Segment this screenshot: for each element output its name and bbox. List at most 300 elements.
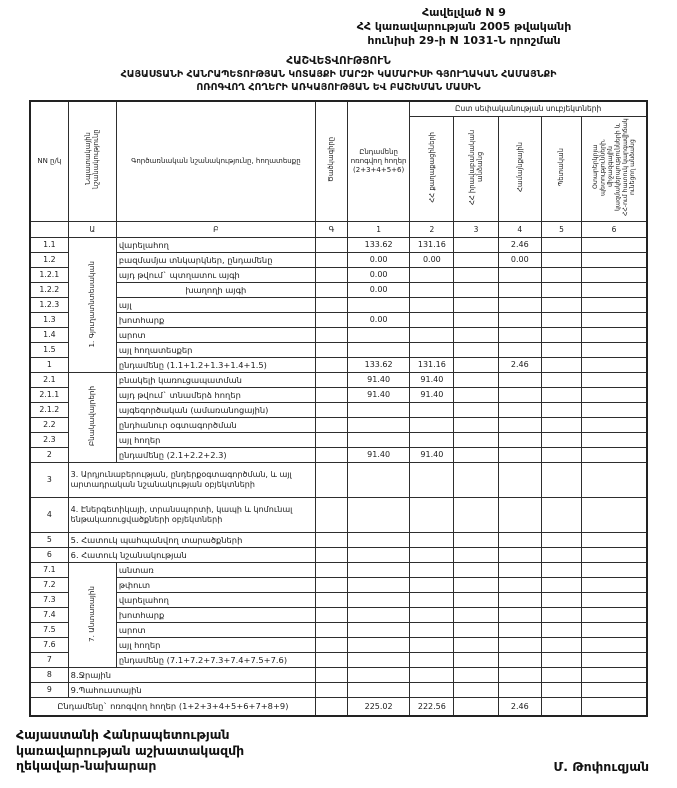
value-cell-col3	[454, 252, 498, 267]
value-cell-col1	[347, 547, 409, 562]
land-name-cell: 3. Արդյունաբերության, ընդերքօգտագործման, և այլ արտադրական նշանակության օբյեկտների	[68, 462, 315, 497]
total-value-col2: 222.56	[410, 697, 454, 716]
value-cell-col5	[541, 607, 581, 622]
code-cell	[315, 697, 347, 716]
value-cell-col6	[582, 432, 647, 447]
row-number-cell: 7.5	[30, 622, 68, 637]
value-cell-col1: 133.62	[347, 237, 409, 252]
row-number-cell: 8	[30, 667, 68, 682]
value-cell-col4	[498, 297, 541, 312]
value-cell-col6	[582, 267, 647, 282]
land-name-cell: անտառ	[116, 562, 315, 577]
value-cell-col1	[347, 342, 409, 357]
value-cell-col5	[541, 667, 581, 682]
col-header-nn: NN ը/կ	[30, 101, 68, 222]
value-cell-col1: 91.40	[347, 372, 409, 387]
row-number-cell: 1.2.3	[30, 297, 68, 312]
table-row-1.2.2	[30, 282, 647, 297]
code-cell	[315, 237, 347, 252]
table-row-9	[30, 682, 647, 697]
value-cell-col1	[347, 297, 409, 312]
col-header-community-label: Համայնքային	[515, 141, 524, 192]
code-cell	[315, 562, 347, 577]
value-cell-col2	[410, 607, 454, 622]
value-cell-col3	[454, 312, 498, 327]
value-cell-col3	[454, 327, 498, 342]
value-cell-col6	[582, 252, 647, 267]
table-row-1.1	[30, 237, 647, 252]
code-cell	[315, 327, 347, 342]
col-header-code	[315, 101, 347, 222]
value-cell-col1	[347, 682, 409, 697]
value-cell-col4	[498, 447, 541, 462]
value-cell-col1	[347, 417, 409, 432]
total-value-col5	[541, 697, 581, 716]
value-cell-col1	[347, 432, 409, 447]
value-cell-col6	[582, 532, 647, 547]
value-cell-col2: 91.40	[410, 447, 454, 462]
code-cell	[315, 267, 347, 282]
land-name-cell: 9.Պահուստային	[68, 682, 315, 697]
value-cell-col2	[410, 592, 454, 607]
value-cell-col6	[582, 547, 647, 562]
value-cell-col2	[410, 652, 454, 667]
table-row-7.5	[30, 622, 647, 637]
value-cell-col3	[454, 282, 498, 297]
irrigated-lands-table	[29, 100, 648, 717]
value-cell-col1: 0.00	[347, 267, 409, 282]
row-number-cell: 7.2	[30, 577, 68, 592]
row-number-cell: 2.1.2	[30, 402, 68, 417]
value-cell-col6	[582, 387, 647, 402]
value-cell-col6	[582, 592, 647, 607]
table-header	[30, 101, 647, 238]
code-cell	[315, 282, 347, 297]
code-cell	[315, 532, 347, 547]
col-header-state	[541, 116, 581, 221]
row-number-cell: 3	[30, 462, 68, 497]
value-cell-col4	[498, 637, 541, 652]
total-value-col1: 225.02	[347, 697, 409, 716]
column-index-0	[30, 221, 68, 237]
value-cell-col6	[582, 577, 647, 592]
value-cell-col6	[582, 497, 647, 532]
code-cell	[315, 497, 347, 532]
col-header-legal-entities	[454, 116, 498, 221]
table-row-2.1	[30, 372, 647, 387]
value-cell-col3	[454, 237, 498, 252]
value-cell-col1	[347, 622, 409, 637]
value-cell-col3	[454, 592, 498, 607]
annex-decree-line2: հունիսի 29-ի N 1031-Ն որոշման	[367, 33, 561, 47]
col-header-function: Գործառնական նշանակությունը, հողատեսքը	[116, 101, 315, 222]
value-cell-col4	[498, 667, 541, 682]
row-number-cell: 1	[30, 357, 68, 372]
value-cell-col2	[410, 562, 454, 577]
value-cell-col6	[582, 357, 647, 372]
value-cell-col5	[541, 297, 581, 312]
code-cell	[315, 622, 347, 637]
value-cell-col5	[541, 497, 581, 532]
row-number-cell: 1.5	[30, 342, 68, 357]
col-header-community	[498, 116, 541, 221]
value-cell-col5	[541, 237, 581, 252]
land-name-cell: այլ հողատեսքեր	[116, 342, 315, 357]
row-number-cell: 5	[30, 532, 68, 547]
value-cell-col5	[541, 637, 581, 652]
column-index-row	[30, 221, 647, 237]
value-cell-col2	[410, 327, 454, 342]
table-row-7.6	[30, 637, 647, 652]
code-cell	[315, 577, 347, 592]
value-cell-col4: 0.00	[498, 252, 541, 267]
value-cell-col5	[541, 447, 581, 462]
value-cell-col5	[541, 267, 581, 282]
value-cell-col4	[498, 312, 541, 327]
value-cell-col6	[582, 342, 647, 357]
value-cell-col1	[347, 652, 409, 667]
land-name-cell: ընդհանուր օգտագործման	[116, 417, 315, 432]
annex-decree-line1: ՀՀ կառավարության 2005 թվականի	[356, 19, 572, 33]
row-number-cell: 7.3	[30, 592, 68, 607]
document-title-block	[0, 55, 677, 94]
row-number-cell: 9	[30, 682, 68, 697]
row-number-cell: 1.4	[30, 327, 68, 342]
value-cell-col3	[454, 297, 498, 312]
value-cell-col5	[541, 282, 581, 297]
col-header-state-label: Պետական	[557, 147, 566, 187]
value-cell-col4	[498, 532, 541, 547]
code-cell	[315, 387, 347, 402]
value-cell-col5	[541, 547, 581, 562]
value-cell-col4	[498, 402, 541, 417]
row-number-cell: 2.3	[30, 432, 68, 447]
value-cell-col1	[347, 607, 409, 622]
column-index-8: 5	[541, 221, 581, 237]
row-number-cell: 2	[30, 447, 68, 462]
value-cell-col5	[541, 432, 581, 447]
table-row-3	[30, 462, 647, 497]
value-cell-col2	[410, 547, 454, 562]
value-cell-col6	[582, 622, 647, 637]
value-cell-col5	[541, 682, 581, 697]
value-cell-col1: 0.00	[347, 252, 409, 267]
value-cell-col2	[410, 577, 454, 592]
value-cell-col3	[454, 387, 498, 402]
table-row-1.4	[30, 327, 647, 342]
column-index-7: 4	[498, 221, 541, 237]
value-cell-col3	[454, 637, 498, 652]
table-row-1.2.1	[30, 267, 647, 282]
row-number-cell: 7.4	[30, 607, 68, 622]
value-cell-col3	[454, 532, 498, 547]
row-number-cell: 1.2	[30, 252, 68, 267]
table-row-2	[30, 447, 647, 462]
col-group-ownership: Ըստ սեփականության սուբյեկտների	[410, 101, 647, 117]
value-cell-col6	[582, 417, 647, 432]
table-total-row	[30, 697, 647, 716]
table-row-4	[30, 497, 647, 532]
col-header-purpose	[68, 101, 116, 222]
value-cell-col4	[498, 547, 541, 562]
section-purpose-label: 7. Անտառային	[86, 585, 96, 642]
value-cell-col4	[498, 387, 541, 402]
value-cell-col2	[410, 622, 454, 637]
title-community-line: ՀԱՅԱՍՏԱՆԻ ՀԱՆՐԱՊԵՏՈՒԹՅԱՆ ԿՈՏԱՅՔԻ ՄԱՐԶԻ ԿԱՄԱՐԻՍԻ ԳՅՈՒՂԱԿԱՆ ՀԱՄԱՅՆՔԻ	[120, 69, 557, 81]
value-cell-col2	[410, 682, 454, 697]
value-cell-col6	[582, 667, 647, 682]
value-cell-col2	[410, 342, 454, 357]
code-cell	[315, 342, 347, 357]
land-name-cell: խոտհարք	[116, 312, 315, 327]
value-cell-col3	[454, 667, 498, 682]
land-name-cell: 6. Հատուկ նշանակության	[68, 547, 315, 562]
value-cell-col1: 133.62	[347, 357, 409, 372]
value-cell-col3	[454, 432, 498, 447]
title-subject-line: ՈՌՈԳՎՈՂ ՀՈՂԵՐԻ ԱՌԿԱՅՈՒԹՅԱՆ ԵՎ ԲԱՇԽՄԱՆ ՄԱՍԻՆ	[196, 81, 481, 93]
table-row-1.2	[30, 252, 647, 267]
value-cell-col4	[498, 497, 541, 532]
footer	[16, 727, 661, 774]
column-index-1: Ա	[68, 221, 116, 237]
value-cell-col5	[541, 592, 581, 607]
annex-number: Հավելված N 9	[422, 6, 506, 19]
value-cell-col4	[498, 417, 541, 432]
signatory-line2: կառավարության աշխատակազմի	[16, 742, 245, 758]
col-header-foreign	[582, 116, 647, 221]
code-cell	[315, 447, 347, 462]
value-cell-col3	[454, 562, 498, 577]
value-cell-col3	[454, 607, 498, 622]
section-purpose-cell	[68, 237, 116, 372]
land-name-cell: վարելահող	[116, 592, 315, 607]
value-cell-col4: 2.46	[498, 237, 541, 252]
value-cell-col4: 2.46	[498, 357, 541, 372]
value-cell-col5	[541, 342, 581, 357]
value-cell-col5	[541, 532, 581, 547]
row-number-cell: 6	[30, 547, 68, 562]
value-cell-col2	[410, 312, 454, 327]
total-value-col4: 2.46	[498, 697, 541, 716]
value-cell-col1	[347, 577, 409, 592]
code-cell	[315, 357, 347, 372]
value-cell-col1: 91.40	[347, 447, 409, 462]
land-name-cell: ընդամենը (7.1+7.2+7.3+7.4+7.5+7.6)	[116, 652, 315, 667]
value-cell-col1	[347, 327, 409, 342]
land-name-cell: այգեգործական (ամառանոցային)	[116, 402, 315, 417]
value-cell-col6	[582, 447, 647, 462]
table-row-7.4	[30, 607, 647, 622]
value-cell-col3	[454, 547, 498, 562]
table-row-1.5	[30, 342, 647, 357]
col-header-citizens	[410, 116, 454, 221]
value-cell-col6	[582, 312, 647, 327]
value-cell-col4	[498, 562, 541, 577]
value-cell-col6	[582, 682, 647, 697]
row-number-cell: 2.2	[30, 417, 68, 432]
value-cell-col3	[454, 622, 498, 637]
value-cell-col4	[498, 282, 541, 297]
grand-total-label: Ընդամենը` ոռոգվող հողեր (1+2+3+4+5+6+7+8+9)	[30, 697, 315, 716]
value-cell-col6	[582, 637, 647, 652]
col-header-legal-entities-label: ՀՀ իրավաբանական անձանց	[467, 129, 485, 205]
value-cell-col6	[582, 327, 647, 342]
value-cell-col5	[541, 312, 581, 327]
value-cell-col4	[498, 682, 541, 697]
value-cell-col5	[541, 402, 581, 417]
value-cell-col3	[454, 682, 498, 697]
row-number-cell: 2.1.1	[30, 387, 68, 402]
table-body	[30, 237, 647, 716]
total-value-col3	[454, 697, 498, 716]
value-cell-col4	[498, 372, 541, 387]
table-row-1.3	[30, 312, 647, 327]
code-cell	[315, 462, 347, 497]
code-cell	[315, 592, 347, 607]
land-name-cell: այլ հողեր	[116, 637, 315, 652]
value-cell-col3	[454, 357, 498, 372]
row-number-cell: 7.6	[30, 637, 68, 652]
value-cell-col2	[410, 267, 454, 282]
table-row-7	[30, 652, 647, 667]
value-cell-col3	[454, 342, 498, 357]
value-cell-col5	[541, 577, 581, 592]
table-row-6	[30, 547, 647, 562]
table-row-2.2	[30, 417, 647, 432]
value-cell-col6	[582, 562, 647, 577]
land-name-cell: այլ	[116, 297, 315, 312]
value-cell-col2	[410, 462, 454, 497]
signatory-title-block	[16, 727, 244, 774]
section-purpose-label: Բնակավայրերի	[86, 386, 96, 447]
section-purpose-label: 1. Գյուղատնտեսական	[86, 260, 96, 348]
table-row-1.2.3	[30, 297, 647, 312]
value-cell-col2	[410, 667, 454, 682]
value-cell-col3	[454, 402, 498, 417]
code-cell	[315, 547, 347, 562]
row-number-cell: 2.1	[30, 372, 68, 387]
row-number-cell: 4	[30, 497, 68, 532]
table-row-2.1.1	[30, 387, 647, 402]
table-row-2.1.2	[30, 402, 647, 417]
value-cell-col1	[347, 667, 409, 682]
code-cell	[315, 637, 347, 652]
value-cell-col5	[541, 417, 581, 432]
value-cell-col1: 91.40	[347, 387, 409, 402]
code-cell	[315, 667, 347, 682]
value-cell-col6	[582, 297, 647, 312]
column-index-9: 6	[582, 221, 647, 237]
value-cell-col1	[347, 497, 409, 532]
row-number-cell: 1.2.2	[30, 282, 68, 297]
signatory-line1: Հայաստանի Հանրապետության	[16, 726, 230, 742]
land-name-cell: արոտ	[116, 327, 315, 342]
value-cell-col5	[541, 357, 581, 372]
value-cell-col2	[410, 532, 454, 547]
value-cell-col6	[582, 237, 647, 252]
value-cell-col3	[454, 417, 498, 432]
value-cell-col2	[410, 417, 454, 432]
table-row-1	[30, 357, 647, 372]
column-index-2: Բ	[116, 221, 315, 237]
row-number-cell: 1.1	[30, 237, 68, 252]
signatory-line3: ղեկավար-նախարար	[16, 758, 157, 774]
value-cell-col2: 131.16	[410, 237, 454, 252]
report-word: ՀԱՇՎԵՏՎՈՒԹՅՈՒՆ	[286, 55, 391, 68]
col-header-total: Ընդամենը ոռոգվող հողեր (2+3+4+5+6)	[347, 101, 409, 222]
land-name-cell: ընդամենը (1.1+1.2+1.3+1.4+1.5)	[116, 357, 315, 372]
section-purpose-cell	[68, 562, 116, 667]
land-name-cell: խոտհարք	[116, 607, 315, 622]
col-header-purpose-label: Նպատակային նշանակությունը	[84, 129, 101, 190]
code-cell	[315, 652, 347, 667]
value-cell-col4	[498, 592, 541, 607]
value-cell-col5	[541, 652, 581, 667]
row-number-cell: 7.1	[30, 562, 68, 577]
value-cell-col5	[541, 387, 581, 402]
table-row-5	[30, 532, 647, 547]
code-cell	[315, 372, 347, 387]
value-cell-col3	[454, 372, 498, 387]
value-cell-col2	[410, 402, 454, 417]
column-index-3: Գ	[315, 221, 347, 237]
value-cell-col4	[498, 622, 541, 637]
value-cell-col3	[454, 497, 498, 532]
column-index-5: 2	[410, 221, 454, 237]
column-index-6: 3	[454, 221, 498, 237]
land-name-cell: ընդամենը (2.1+2.2+2.3)	[116, 447, 315, 462]
total-value-col6	[582, 697, 647, 716]
value-cell-col4	[498, 342, 541, 357]
land-name-cell: 8.Ջրային	[68, 667, 315, 682]
table-row-2.3	[30, 432, 647, 447]
value-cell-col1	[347, 562, 409, 577]
code-cell	[315, 682, 347, 697]
value-cell-col4	[498, 607, 541, 622]
code-cell	[315, 432, 347, 447]
value-cell-col6	[582, 282, 647, 297]
land-name-cell: թփուտ	[116, 577, 315, 592]
value-cell-col2	[410, 297, 454, 312]
value-cell-col5	[541, 622, 581, 637]
value-cell-col3	[454, 577, 498, 592]
row-number-cell: 7	[30, 652, 68, 667]
land-name-cell: բազմամյա տնկարկներ, ընդամենը	[116, 252, 315, 267]
value-cell-col5	[541, 462, 581, 497]
col-header-code-label: Ծածկագիրը	[327, 136, 336, 182]
land-name-cell: այլ հողեր	[116, 432, 315, 447]
value-cell-col6	[582, 372, 647, 387]
land-name-cell: վարելահող	[116, 237, 315, 252]
col-header-citizens-label: ՀՀ քաղաքացիների	[427, 131, 436, 203]
code-cell	[315, 402, 347, 417]
section-purpose-cell	[68, 372, 116, 462]
value-cell-col4	[498, 432, 541, 447]
table-row-7.2	[30, 577, 647, 592]
value-cell-col2	[410, 282, 454, 297]
value-cell-col2	[410, 497, 454, 532]
value-cell-col3	[454, 447, 498, 462]
value-cell-col4	[498, 327, 541, 342]
row-number-cell: 1.2.1	[30, 267, 68, 282]
land-name-cell: այդ թվում` տնամերձ հողեր	[116, 387, 315, 402]
value-cell-col2	[410, 637, 454, 652]
value-cell-col1	[347, 637, 409, 652]
value-cell-col2	[410, 432, 454, 447]
signature-name: Մ. Թոփուզյան	[553, 758, 649, 774]
value-cell-col5	[541, 252, 581, 267]
land-name-cell: 4. Էներգետիկայի, տրանսպորտի, կապի և կոմունալ ենթակառուցվածքների օբյեկտների	[68, 497, 315, 532]
